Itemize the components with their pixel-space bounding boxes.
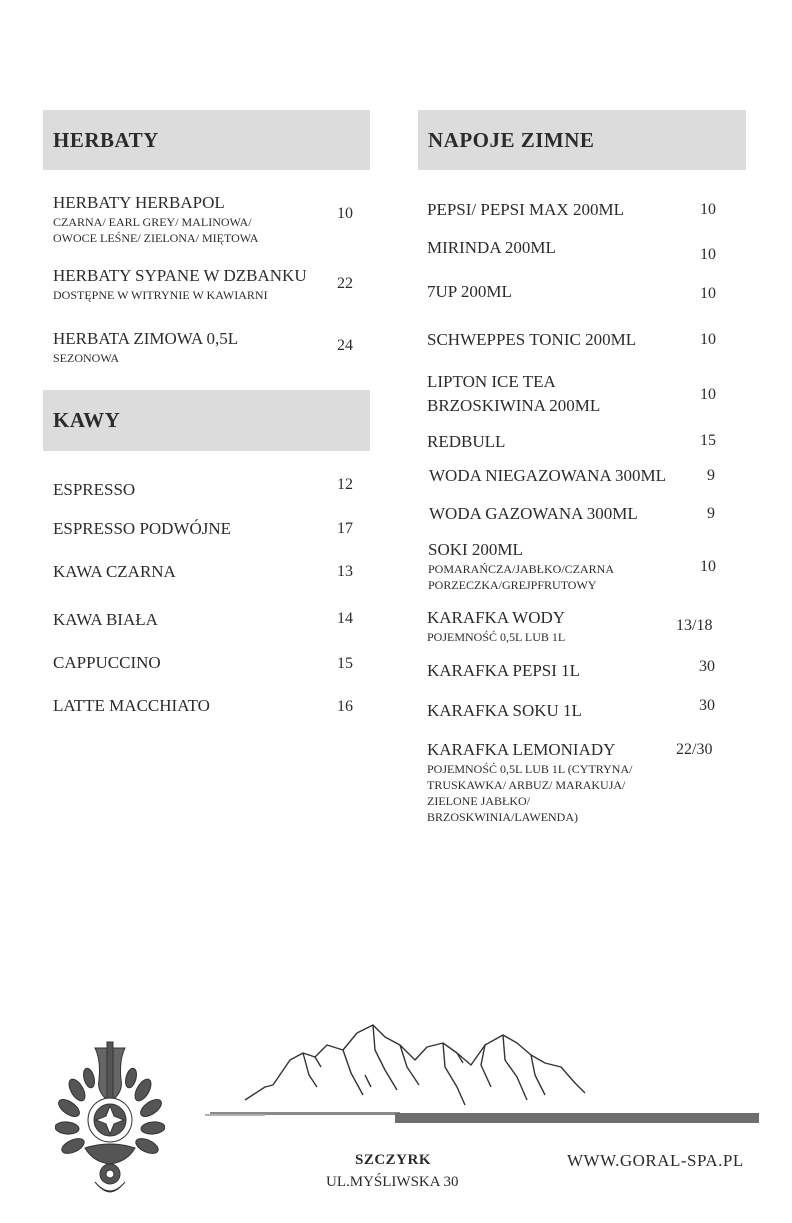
item-price: 10 bbox=[700, 558, 716, 575]
item-name: HERBATY SYPANE W DZBANKU bbox=[53, 266, 307, 285]
menu-item-7up bbox=[427, 282, 512, 302]
item-price: 16 bbox=[337, 698, 353, 715]
item-name: LIPTON ICE TEA bbox=[427, 372, 556, 391]
item-description: POJEMNOŚĆ 0,5L LUB 1L (CYTRYNA/ TRUSKAWKA/ ARBUZ/ MARAKUJA/ ZIELONE JABŁKO/ BRZOSKWINIA/LAWENDA) bbox=[427, 762, 633, 824]
footer-street: UL.MYŚLIWSKA 30 bbox=[326, 1174, 459, 1190]
item-price: 17 bbox=[337, 520, 353, 537]
item-name-line-2: BRZOSKIWINA 200ML bbox=[427, 396, 601, 415]
item-name: KARAFKA SOKU 1L bbox=[427, 701, 582, 720]
item-price: 22/30 bbox=[676, 741, 713, 758]
menu-item-redbull bbox=[427, 432, 505, 452]
item-name: ESPRESSO bbox=[53, 480, 136, 499]
item-price: 13/18 bbox=[676, 617, 713, 634]
footer-website[interactable]: WWW.GORAL-SPA.PL bbox=[567, 1151, 744, 1170]
item-price: 10 bbox=[700, 201, 716, 218]
menu-item-cappuccino bbox=[53, 653, 161, 673]
item-name: KAWA CZARNA bbox=[53, 562, 176, 581]
item-name: KAWA BIAŁA bbox=[53, 610, 158, 629]
item-name: ESPRESSO PODWÓJNE bbox=[53, 519, 232, 538]
menu-item-woda-gazowana bbox=[429, 504, 638, 524]
item-price: 24 bbox=[337, 337, 353, 354]
item-price: 14 bbox=[337, 610, 353, 627]
menu-item-latte-macchiato bbox=[53, 696, 210, 716]
item-description: POMARAŃCZA/JABŁKO/CZARNA PORZECZKA/GREJPFRUTOWY bbox=[428, 562, 614, 592]
menu-item-herbata-zimowa bbox=[53, 329, 333, 366]
item-name: MIRINDA 200ML bbox=[427, 238, 556, 257]
item-name: REDBULL bbox=[427, 432, 506, 451]
item-name: KARAFKA WODY bbox=[427, 608, 566, 627]
menu-item-lipton bbox=[427, 372, 600, 416]
menu-item-pepsi bbox=[427, 200, 624, 220]
item-price: 9 bbox=[707, 467, 715, 484]
item-name: WODA GAZOWANA 300ML bbox=[429, 504, 638, 523]
section-title-kawy: KAWY bbox=[53, 408, 121, 432]
menu-item-espresso-podwojne bbox=[53, 519, 231, 539]
item-price: 12 bbox=[337, 476, 353, 493]
section-title-napoje-zimne: NAPOJE ZIMNE bbox=[428, 127, 595, 152]
item-name: KARAFKA PEPSI 1L bbox=[427, 661, 581, 680]
item-description: DOSTĘPNE W WITRYNIE W KAWIARNI bbox=[53, 288, 268, 302]
item-price: 30 bbox=[699, 658, 715, 675]
item-name: HERBATY HERBAPOL bbox=[53, 193, 225, 212]
item-description: CZARNA/ EARL GREY/ MALINOWA/ OWOCE LEŚNE/ ZIELONA/ MIĘTOWA bbox=[53, 215, 259, 245]
menu-item-espresso bbox=[53, 480, 135, 500]
item-price: 22 bbox=[337, 275, 353, 292]
item-name: 7UP 200ML bbox=[427, 282, 512, 301]
menu-item-karafka-pepsi bbox=[427, 661, 580, 681]
highlander-parzenica-icon bbox=[55, 1040, 165, 1198]
item-name: LATTE MACCHIATO bbox=[53, 696, 210, 715]
item-price: 10 bbox=[700, 246, 716, 263]
menu-item-mirinda bbox=[427, 238, 556, 258]
menu-item-karafka-lemoniady bbox=[427, 740, 657, 825]
menu-item-herbata-herbapol bbox=[53, 193, 333, 246]
item-price: 9 bbox=[707, 505, 715, 522]
menu-item-herbaty-sypane bbox=[53, 266, 338, 303]
item-name: KARAFKA LEMONIADY bbox=[427, 740, 616, 759]
section-header-herbaty bbox=[43, 110, 370, 170]
menu-item-karafka-soku bbox=[427, 701, 582, 721]
item-description: POJEMNOŚĆ 0,5L LUB 1L bbox=[427, 630, 566, 644]
item-price: 10 bbox=[700, 285, 716, 302]
item-name: SCHWEPPES TONIC 200ML bbox=[427, 330, 637, 349]
menu-item-kawa-biala bbox=[53, 610, 158, 630]
menu-item-soki bbox=[428, 540, 658, 593]
item-price: 15 bbox=[337, 655, 353, 672]
item-price: 10 bbox=[700, 331, 716, 348]
menu-item-woda-niegazowana bbox=[429, 466, 666, 486]
section-header-kawy bbox=[43, 390, 370, 451]
section-header-napoje-zimne bbox=[418, 110, 746, 170]
item-name: WODA NIEGAZOWANA 300ML bbox=[429, 466, 667, 485]
item-price: 13 bbox=[337, 563, 353, 580]
menu-item-schweppes bbox=[427, 330, 636, 350]
item-price: 15 bbox=[700, 432, 716, 449]
item-name: SOKI 200ML bbox=[428, 540, 523, 559]
menu-item-karafka-wody bbox=[427, 608, 565, 645]
item-name: PEPSI/ PEPSI MAX 200ML bbox=[427, 200, 624, 219]
item-price: 10 bbox=[700, 386, 716, 403]
item-price: 30 bbox=[699, 697, 715, 714]
item-name: HERBATA ZIMOWA 0,5L bbox=[53, 329, 239, 348]
mountains-illustration-icon bbox=[205, 1015, 765, 1130]
footer-city: SZCZYRK bbox=[355, 1152, 432, 1168]
section-title-herbaty: HERBATY bbox=[53, 127, 159, 152]
item-price: 10 bbox=[337, 205, 353, 222]
item-description: SEZONOWA bbox=[53, 351, 119, 365]
item-name: CAPPUCCINO bbox=[53, 653, 161, 672]
menu-item-kawa-czarna bbox=[53, 562, 176, 582]
